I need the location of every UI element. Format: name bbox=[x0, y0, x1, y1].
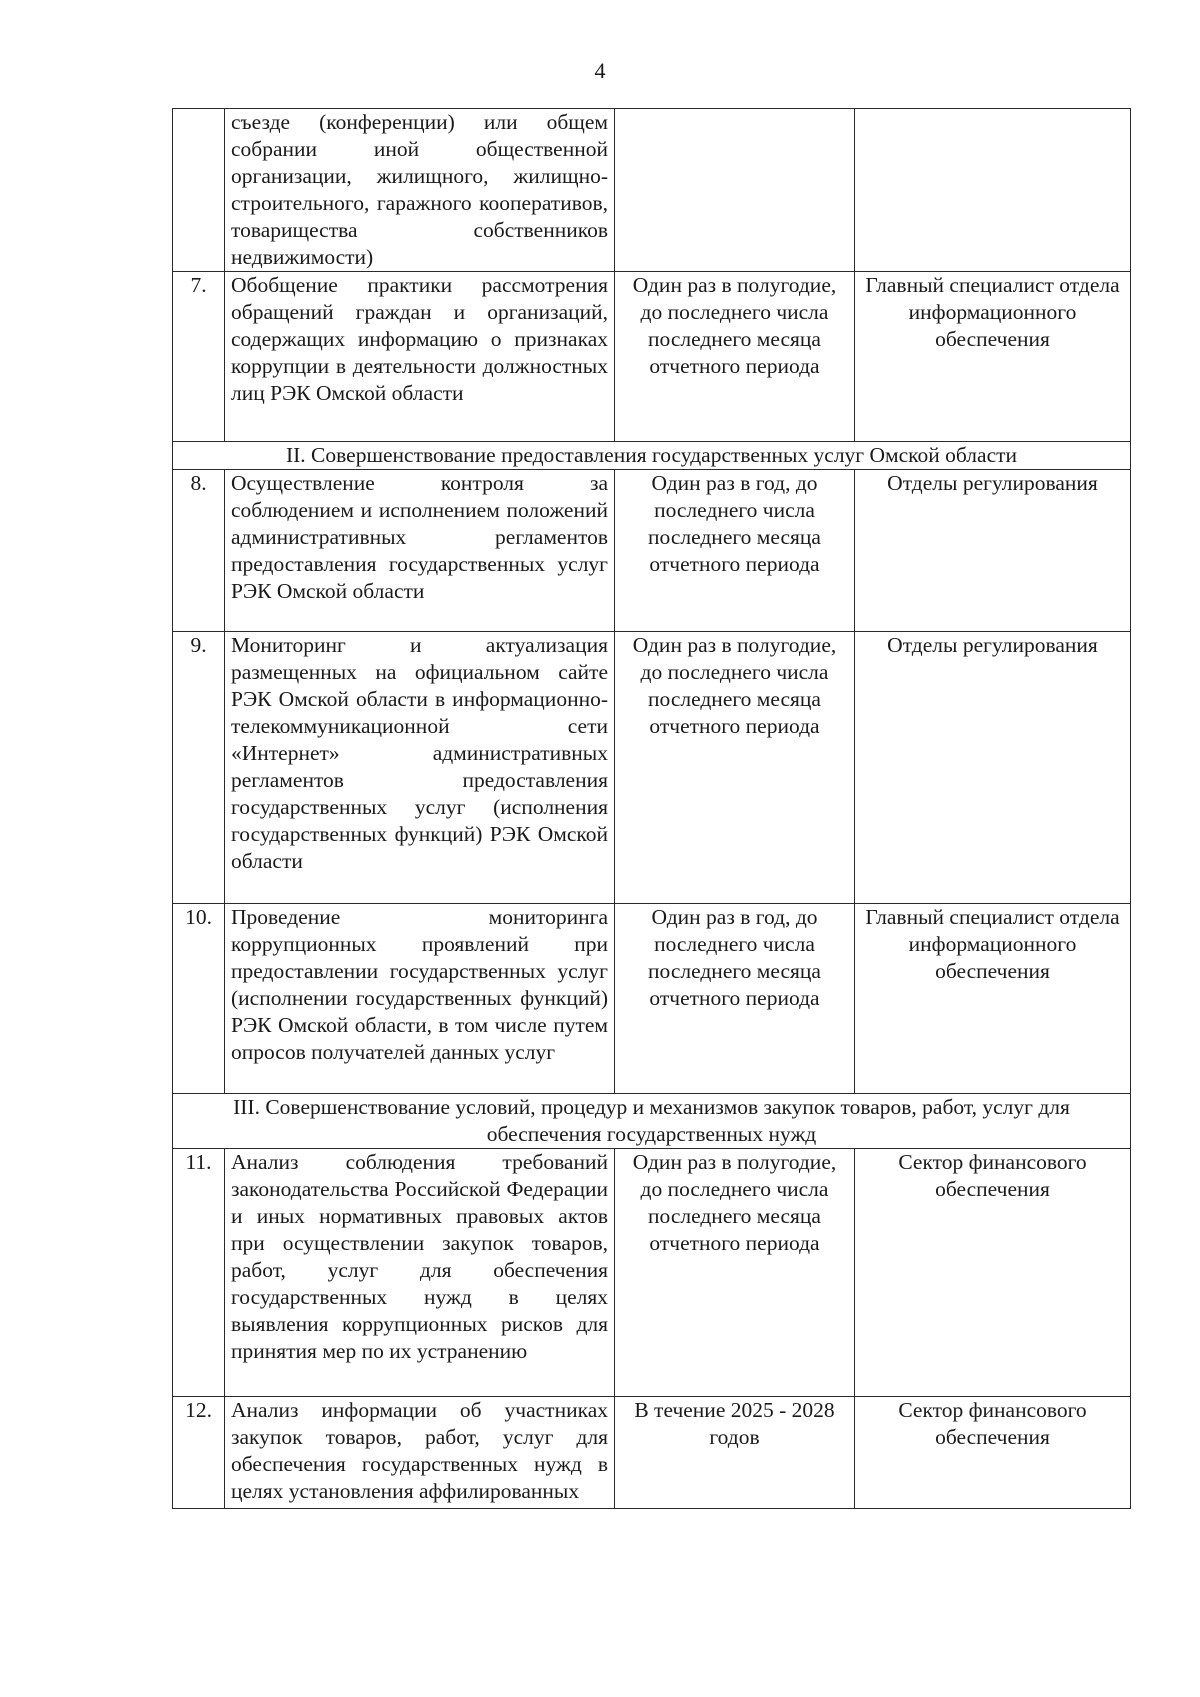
table-row bbox=[173, 272, 1131, 442]
row-description: Обобщение практики рассмотрения обращений граждан и организаций, содержащих информацию о признаках коррупции в деятельности должностных лиц РЭК Омской области bbox=[225, 272, 615, 442]
row-number: 7. bbox=[173, 272, 225, 442]
row-description: Мониторинг и актуализация размещенных на официальном сайте РЭК Омской области в информационно-телекоммуникационной сети «Интернет» административных регламентов предоставления государственных услуг (исполнения государственных функций) РЭК Омской области bbox=[225, 632, 615, 904]
section-heading: III. Совершенствование условий, процедур и механизмов закупок товаров, работ, услуг для обеспечения государственных нужд bbox=[173, 1094, 1131, 1149]
row-number bbox=[173, 109, 225, 272]
row-responsible: Отделы регулирования bbox=[855, 470, 1131, 632]
row-term: Один раз в полугодие, до последнего числа последнего месяца отчетного периода bbox=[615, 632, 855, 904]
row-responsible: Сектор финансового обеспечения bbox=[855, 1397, 1131, 1509]
section-heading-row bbox=[173, 1094, 1131, 1149]
row-description: съезде (конференции) или общем собрании иной общественной организации, жилищного, жилищно-строительного, гаражного кооперативов, товарищества собственников недвижимости) bbox=[225, 109, 615, 272]
section-heading-row bbox=[173, 442, 1131, 470]
table-row bbox=[173, 1397, 1131, 1509]
table-row bbox=[173, 1149, 1131, 1397]
row-responsible: Главный специалист отдела информационного обеспечения bbox=[855, 272, 1131, 442]
row-responsible: Отделы регулирования bbox=[855, 632, 1131, 904]
row-description: Осуществление контроля за соблюдением и исполнением положений административных регламентов предоставления государственных услуг РЭК Омской области bbox=[225, 470, 615, 632]
row-description: Проведение мониторинга коррупционных проявлений при предоставлении государственных услуг (исполнении государственных функций) РЭК Омской области, в том числе путем опросов получателей данных услуг bbox=[225, 904, 615, 1094]
table-row bbox=[173, 904, 1131, 1094]
row-description: Анализ соблюдения требований законодательства Российской Федерации и иных нормативных правовых актов при осуществлении закупок товаров, работ, услуг для обеспечения государственных нужд в целях выявления коррупционных рисков для принятия мер по их устранению bbox=[225, 1149, 615, 1397]
section-heading: II. Совершенствование предоставления государственных услуг Омской области bbox=[173, 442, 1131, 470]
row-responsible: Сектор финансового обеспечения bbox=[855, 1149, 1131, 1397]
row-number: 8. bbox=[173, 470, 225, 632]
row-term: Один раз в год, до последнего числа последнего месяца отчетного периода bbox=[615, 904, 855, 1094]
row-responsible bbox=[855, 109, 1131, 272]
row-term bbox=[615, 109, 855, 272]
table-row bbox=[173, 632, 1131, 904]
table-row bbox=[173, 470, 1131, 632]
row-term: В течение 2025 - 2028 годов bbox=[615, 1397, 855, 1509]
row-description: Анализ информации об участниках закупок товаров, работ, услуг для обеспечения государственных нужд в целях установления аффилированных bbox=[225, 1397, 615, 1509]
row-number: 11. bbox=[173, 1149, 225, 1397]
measures-table bbox=[172, 108, 1131, 1509]
row-term: Один раз в полугодие, до последнего числа последнего месяца отчетного периода bbox=[615, 272, 855, 442]
row-term: Один раз в год, до последнего числа последнего месяца отчетного периода bbox=[615, 470, 855, 632]
row-term: Один раз в полугодие, до последнего числа последнего месяца отчетного периода bbox=[615, 1149, 855, 1397]
table-row bbox=[173, 109, 1131, 272]
row-number: 12. bbox=[173, 1397, 225, 1509]
row-responsible: Главный специалист отдела информационного обеспечения bbox=[855, 904, 1131, 1094]
row-number: 10. bbox=[173, 904, 225, 1094]
page-number: 4 bbox=[594, 58, 606, 83]
row-number: 9. bbox=[173, 632, 225, 904]
